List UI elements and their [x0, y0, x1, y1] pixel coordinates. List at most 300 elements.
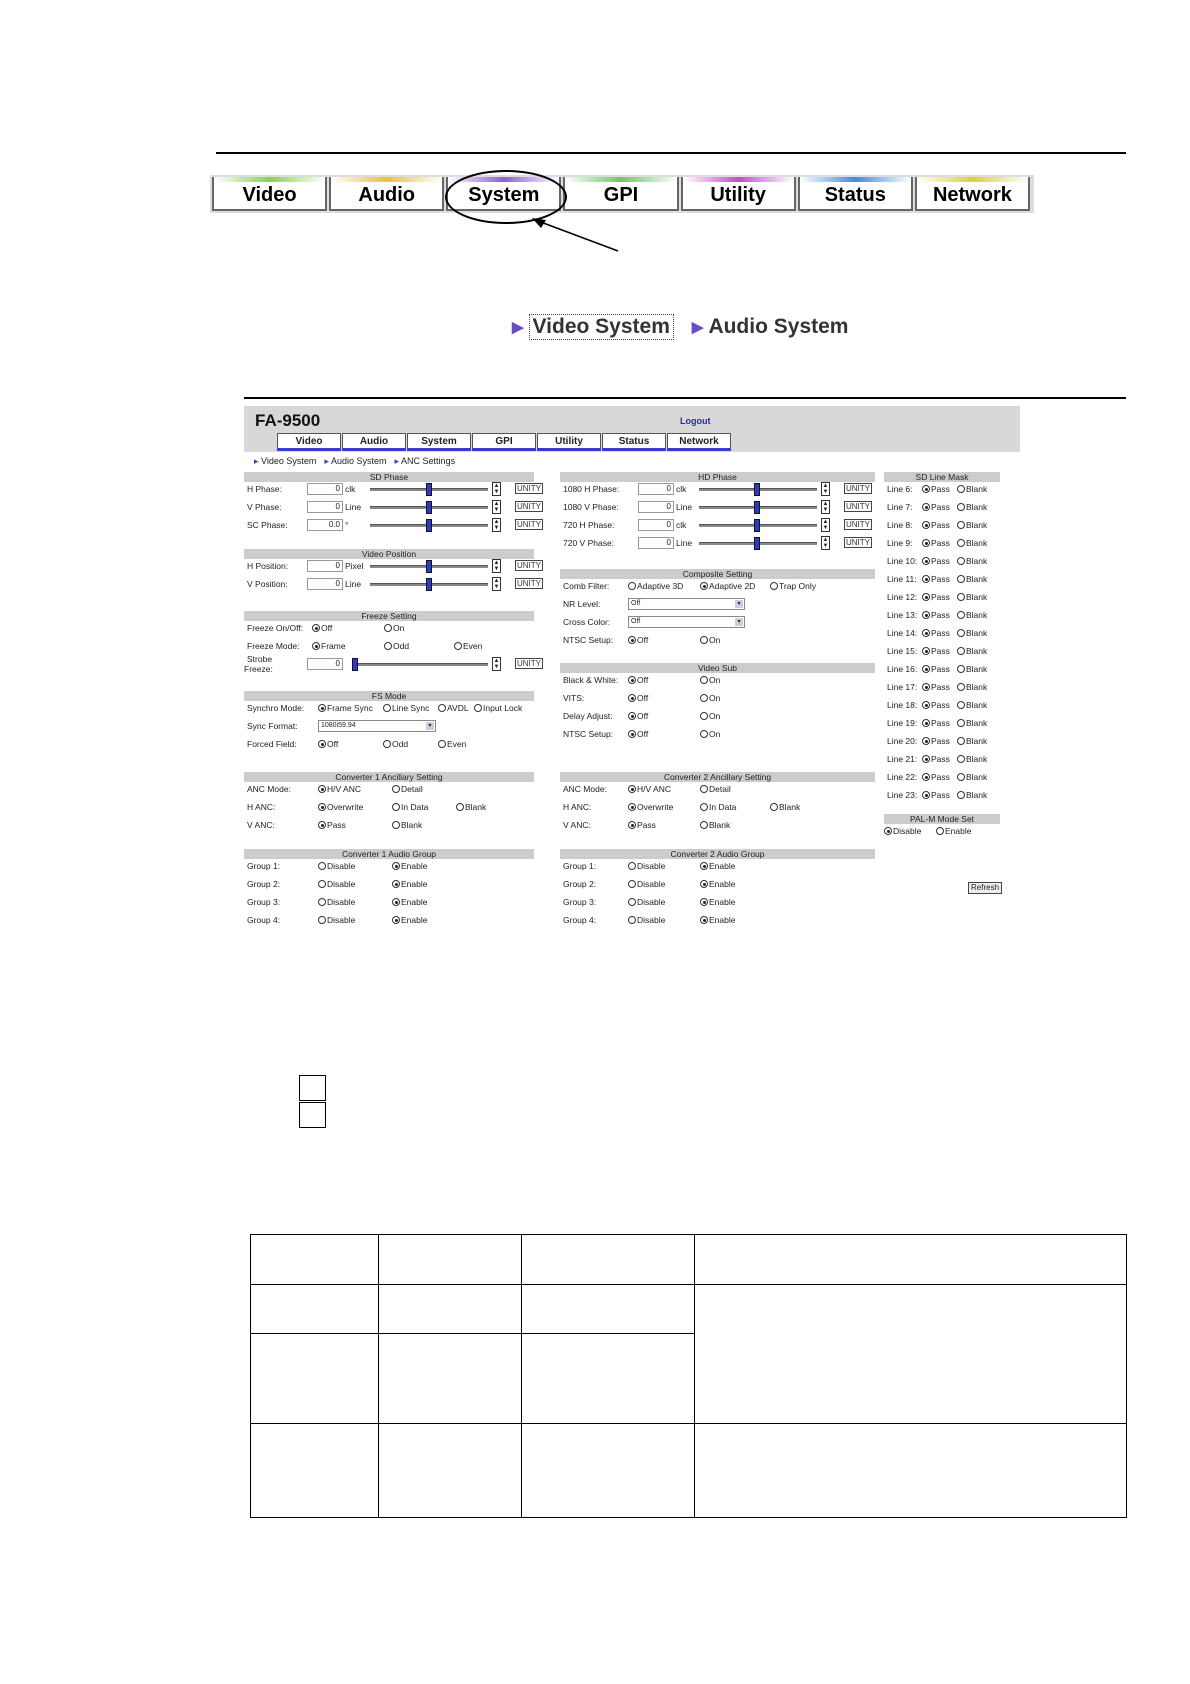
video-sub-off-radio[interactable] — [628, 727, 648, 741]
audio-system-label: Audio System — [708, 315, 849, 338]
spin-down-icon[interactable]: ▼ — [493, 489, 500, 495]
line-pass-radio[interactable] — [922, 788, 950, 802]
detail-radio[interactable] — [700, 782, 731, 796]
radio-icon — [628, 916, 636, 924]
app-tab-video[interactable]: Video — [277, 433, 341, 451]
unit-label: clk — [345, 484, 356, 494]
group-disable-radio[interactable] — [628, 877, 665, 891]
overwrite-radio[interactable] — [318, 800, 363, 814]
table-cell — [695, 1235, 1127, 1285]
line-blank-radio[interactable] — [957, 770, 987, 784]
unit-label: clk — [676, 520, 687, 530]
unity-button[interactable]: UNITY — [517, 484, 541, 493]
radio-label: Enable — [709, 879, 736, 889]
radio-label: Enable — [401, 915, 428, 925]
spin-buttons[interactable] — [492, 500, 501, 514]
spin-buttons[interactable] — [492, 577, 501, 591]
spin-down-icon[interactable]: ▼ — [822, 507, 829, 513]
ntsc-off-radio[interactable] — [628, 633, 648, 647]
audio-group-label: Group 4: — [563, 915, 597, 925]
unity-button[interactable]: UNITY — [846, 484, 870, 493]
slider-thumb[interactable] — [754, 483, 760, 496]
line-blank-radio[interactable] — [957, 482, 987, 496]
radio-icon — [700, 712, 708, 720]
unity-button[interactable]: UNITY — [517, 579, 541, 588]
strobe-value-input[interactable]: 0 — [307, 658, 343, 670]
radio-label: Off — [321, 623, 333, 633]
fa9500-video-system-page — [244, 406, 1020, 942]
conv1-anc-section-title: Converter 1 Ancillary Setting — [244, 772, 534, 782]
slider-thumb[interactable] — [754, 519, 760, 532]
spin-buttons[interactable] — [492, 482, 501, 496]
line-pass-radio[interactable] — [922, 734, 950, 748]
sd-phase-value-input[interactable]: 0 — [307, 483, 343, 495]
video-sub-on-radio[interactable] — [700, 673, 720, 687]
slider-thumb[interactable] — [426, 483, 432, 496]
line-mask-label: Line 12: — [887, 592, 918, 602]
radio-label: Detail — [709, 784, 731, 794]
strobe-slider[interactable] — [352, 663, 488, 666]
radio-icon — [957, 629, 965, 637]
overwrite-radio[interactable] — [628, 800, 673, 814]
group-enable-radio[interactable] — [392, 895, 427, 909]
line-blank-radio[interactable] — [957, 716, 987, 730]
radio-icon — [700, 803, 708, 811]
spin-up-icon[interactable]: ▲ — [493, 483, 500, 489]
radio-icon — [318, 740, 326, 748]
spin-down-icon[interactable]: ▼ — [493, 525, 500, 531]
spin-down-icon[interactable]: ▼ — [822, 543, 829, 549]
app-tab-gpi[interactable]: GPI — [472, 433, 536, 451]
subnav-link[interactable] — [395, 456, 456, 467]
sd-phase-slider[interactable] — [370, 524, 488, 527]
line-pass-radio[interactable] — [922, 536, 950, 550]
sd-phase-slider[interactable] — [370, 488, 488, 491]
spin-buttons[interactable] — [821, 500, 830, 514]
video-position-section-title: Video Position — [244, 549, 534, 559]
radio-label: Off — [637, 693, 649, 703]
top-rule — [216, 152, 1126, 154]
video-position-slider[interactable] — [370, 565, 488, 568]
video-system-link[interactable] — [512, 314, 674, 340]
slider-thumb[interactable] — [426, 519, 432, 532]
spin-down-icon[interactable]: ▼ — [493, 584, 500, 590]
freeze-onoff-label: Freeze On/Off: — [247, 623, 304, 633]
line-pass-radio[interactable] — [922, 716, 950, 730]
app-tab-audio[interactable]: Audio — [342, 433, 406, 451]
radio-label: Odd — [393, 641, 410, 651]
line-pass-radio[interactable] — [922, 680, 950, 694]
video-sub-off-radio[interactable] — [628, 691, 648, 705]
radio-icon — [318, 704, 326, 712]
forced-field-off-radio[interactable] — [318, 737, 338, 751]
radio-label: Blank — [966, 502, 988, 512]
nr-level-select[interactable] — [628, 598, 745, 610]
hd-phase-value-input[interactable]: 0 — [638, 483, 674, 495]
tab-gpi[interactable] — [563, 177, 678, 211]
radio-icon — [392, 862, 400, 870]
spin-up-icon[interactable]: ▲ — [822, 483, 829, 489]
freeze-frame-radio[interactable] — [312, 639, 346, 653]
unity-button[interactable]: UNITY — [846, 538, 870, 547]
pal-m-enable-radio[interactable] — [936, 824, 971, 838]
line-blank-radio[interactable] — [957, 698, 987, 712]
select-value: 1080i59.94 — [321, 722, 356, 729]
radio-icon — [922, 485, 930, 493]
radio-icon — [318, 898, 326, 906]
spin-buttons[interactable] — [821, 482, 830, 496]
line-blank-radio[interactable] — [957, 662, 987, 676]
line-blank-radio[interactable] — [957, 518, 987, 532]
video-position-value-input[interactable]: 0 — [307, 578, 343, 590]
line-blank-radio[interactable] — [957, 734, 987, 748]
video-sub-off-radio[interactable] — [628, 709, 648, 723]
subnav-link[interactable] — [254, 456, 316, 467]
radio-icon — [384, 624, 392, 632]
subnav-label: Audio System — [330, 456, 387, 466]
radio-icon — [957, 539, 965, 547]
sd-phase-slider[interactable] — [370, 506, 488, 509]
video-sub-on-radio[interactable] — [700, 709, 720, 723]
pal-m-disable-radio[interactable] — [884, 824, 921, 838]
ntsc-on-radio[interactable] — [700, 633, 720, 647]
subnav-link[interactable] — [324, 456, 386, 467]
line-blank-radio[interactable] — [957, 590, 987, 604]
line-pass-radio[interactable] — [922, 644, 950, 658]
line-mask-label: Line 9: — [887, 538, 913, 548]
radio-label: Pass — [931, 484, 950, 494]
hd-phase-value-input[interactable]: 0 — [638, 537, 674, 549]
anc-mode-label: ANC Mode: — [247, 784, 291, 794]
video-sub-off-radio[interactable] — [628, 673, 648, 687]
logout-link[interactable]: Logout — [680, 416, 711, 426]
radio-icon — [628, 821, 636, 829]
slider-thumb[interactable] — [754, 501, 760, 514]
trap-only-radio[interactable] — [770, 579, 816, 593]
line-pass-radio[interactable] — [922, 500, 950, 514]
freeze-even-radio[interactable] — [454, 639, 482, 653]
spin-up-icon[interactable]: ▲ — [493, 501, 500, 507]
radio-icon — [922, 683, 930, 691]
line-pass-radio[interactable] — [922, 554, 950, 568]
forced-field-even-radio[interactable] — [438, 737, 466, 751]
hd-phase-slider[interactable] — [699, 524, 817, 527]
unit-label: Line — [676, 538, 693, 548]
hd-phase-slider[interactable] — [699, 542, 817, 545]
avdl-radio[interactable] — [438, 701, 469, 715]
radio-icon — [700, 636, 708, 644]
group-enable-radio[interactable] — [700, 859, 735, 873]
group-disable-radio[interactable] — [318, 877, 355, 891]
video-sub-on-radio[interactable] — [700, 727, 720, 741]
tab-status[interactable] — [798, 177, 913, 211]
slider-thumb[interactable] — [426, 501, 432, 514]
radio-label: Even — [447, 739, 467, 749]
line-pass-radio[interactable] — [922, 608, 950, 622]
tab-audio[interactable] — [329, 177, 444, 211]
vblank-radio[interactable] — [700, 818, 730, 832]
group-disable-radio[interactable] — [628, 859, 665, 873]
checkbox-1[interactable] — [299, 1075, 326, 1101]
video-sub-on-radio[interactable] — [700, 691, 720, 705]
line-pass-radio[interactable] — [922, 482, 950, 496]
adaptive-2d-radio[interactable] — [700, 579, 755, 593]
unity-button[interactable]: UNITY — [517, 520, 541, 529]
line-pass-radio[interactable] — [922, 572, 950, 586]
group-disable-radio[interactable] — [318, 895, 355, 909]
blank-radio[interactable] — [456, 800, 486, 814]
radio-icon — [383, 704, 391, 712]
radio-icon — [957, 575, 965, 583]
spin-buttons[interactable] — [821, 518, 830, 532]
radio-label: Pass — [637, 820, 656, 830]
cross-color-label: Cross Color: — [563, 617, 611, 627]
spin-up-icon[interactable]: ▲ — [493, 658, 500, 664]
app-tab-bar — [277, 433, 732, 451]
conv1-audio-section-title: Converter 1 Audio Group — [244, 849, 534, 859]
line-blank-radio[interactable] — [957, 572, 987, 586]
radio-label: Pass — [931, 682, 950, 692]
freeze-on-radio[interactable] — [384, 621, 404, 635]
adaptive-3d-radio[interactable] — [628, 579, 683, 593]
unity-button[interactable]: UNITY — [517, 659, 541, 668]
table-cell — [251, 1285, 379, 1334]
group-enable-radio[interactable] — [700, 877, 735, 891]
sd-phase-row-label: H Phase: — [247, 484, 282, 494]
spin-buttons[interactable] — [492, 657, 501, 671]
pass-radio[interactable] — [318, 818, 346, 832]
group-disable-radio[interactable] — [628, 913, 665, 927]
spin-buttons[interactable] — [492, 518, 501, 532]
radio-label: Blank — [779, 802, 801, 812]
radio-label: Pass — [931, 718, 950, 728]
line-blank-radio[interactable] — [957, 626, 987, 640]
radio-icon — [628, 694, 636, 702]
radio-label: Off — [637, 729, 649, 739]
line-pass-radio[interactable] — [922, 518, 950, 532]
hd-phase-value-input[interactable]: 0 — [638, 519, 674, 531]
line-mask-label: Line 16: — [887, 664, 918, 674]
hd-phase-slider[interactable] — [699, 506, 817, 509]
in-data-radio[interactable] — [700, 800, 736, 814]
spin-buttons[interactable] — [492, 559, 501, 573]
unity-button[interactable]: UNITY — [846, 520, 870, 529]
video-position-row-label: V Position: — [247, 579, 288, 589]
radio-icon — [628, 862, 636, 870]
spin-down-icon[interactable]: ▼ — [493, 507, 500, 513]
input-lock-radio[interactable] — [474, 701, 522, 715]
line-blank-radio[interactable] — [957, 536, 987, 550]
radio-label: Detail — [401, 784, 423, 794]
triangle-icon: ▸ — [394, 456, 400, 466]
sync-format-select[interactable] — [318, 720, 436, 732]
line-blank-radio[interactable] — [957, 608, 987, 622]
line-pass-radio[interactable] — [922, 752, 950, 766]
group-disable-radio[interactable] — [318, 913, 355, 927]
radio-label: Blank — [966, 646, 988, 656]
triangle-icon: ▶ — [691, 319, 704, 336]
radio-label: Pass — [931, 772, 950, 782]
radio-label: Even — [463, 641, 483, 651]
blank-radio[interactable] — [770, 800, 800, 814]
checkbox-2[interactable] — [299, 1102, 326, 1128]
unity-button[interactable]: UNITY — [517, 561, 541, 570]
radio-icon — [628, 898, 636, 906]
line-blank-radio[interactable] — [957, 788, 987, 802]
radio-label: Off — [637, 675, 649, 685]
unity-button[interactable]: UNITY — [517, 502, 541, 511]
cross-color-select[interactable] — [628, 616, 745, 628]
hd-phase-slider[interactable] — [699, 488, 817, 491]
radio-icon — [957, 755, 965, 763]
audio-system-link[interactable] — [692, 314, 849, 340]
spin-up-icon[interactable]: ▲ — [822, 519, 829, 525]
group-enable-radio[interactable] — [392, 913, 427, 927]
unity-button[interactable]: UNITY — [846, 502, 870, 511]
hv-anc-radio[interactable] — [628, 782, 671, 796]
table-cell — [251, 1424, 379, 1518]
line-blank-radio[interactable] — [957, 752, 987, 766]
spin-up-icon[interactable]: ▲ — [822, 537, 829, 543]
hv-anc-radio[interactable] — [318, 782, 361, 796]
hd-phase-value-input[interactable]: 0 — [638, 501, 674, 513]
tab-label: Status — [824, 184, 886, 206]
radio-icon — [957, 557, 965, 565]
freeze-odd-radio[interactable] — [384, 639, 409, 653]
spin-down-icon[interactable]: ▼ — [493, 566, 500, 572]
hd-phase-row-label: 720 H Phase: — [563, 520, 615, 530]
tab-label: Utility — [710, 184, 766, 206]
group-enable-radio[interactable] — [700, 895, 735, 909]
triangle-icon: ▸ — [254, 456, 259, 466]
radio-icon — [922, 737, 930, 745]
line-pass-radio[interactable] — [922, 662, 950, 676]
tab-utility[interactable] — [681, 177, 796, 211]
line-pass-radio[interactable] — [922, 626, 950, 640]
detail-radio[interactable] — [392, 782, 423, 796]
radio-icon — [700, 676, 708, 684]
radio-icon — [700, 694, 708, 702]
refresh-button[interactable]: Refresh — [968, 882, 1002, 894]
unit-label: Pixel — [345, 561, 364, 571]
freeze-off-radio[interactable] — [312, 621, 332, 635]
spin-down-icon[interactable]: ▼ — [822, 525, 829, 531]
radio-icon — [438, 704, 446, 712]
line-pass-radio[interactable] — [922, 770, 950, 784]
tab-video[interactable] — [212, 177, 327, 211]
radio-label: Blank — [966, 790, 988, 800]
radio-icon — [474, 704, 482, 712]
forced-field-odd-radio[interactable] — [383, 737, 408, 751]
settings-table — [250, 1234, 1127, 1518]
slider-thumb[interactable] — [426, 578, 432, 591]
hd-phase-row-label: 1080 H Phase: — [563, 484, 620, 494]
radio-label: Pass — [931, 736, 950, 746]
radio-icon — [384, 642, 392, 650]
radio-label: Blank — [966, 718, 988, 728]
video-position-row-label: H Position: — [247, 561, 289, 571]
table-cell — [695, 1285, 1127, 1424]
slider-thumb[interactable] — [754, 537, 760, 550]
radio-label: Disable — [327, 861, 356, 871]
radio-icon — [922, 755, 930, 763]
sd-phase-value-input[interactable]: 0.0 — [307, 519, 343, 531]
group-enable-radio[interactable] — [392, 859, 427, 873]
table-cell — [695, 1424, 1127, 1518]
h-anc-label: H ANC: — [247, 802, 276, 812]
video-sub-row-label: Delay Adjust: — [563, 711, 613, 721]
radio-label: Blank — [966, 772, 988, 782]
unit-label: clk — [676, 484, 687, 494]
radio-label: Pass — [931, 646, 950, 656]
conv2-anc-section-title: Converter 2 Ancillary Setting — [560, 772, 875, 782]
line-blank-radio[interactable] — [957, 554, 987, 568]
group-disable-radio[interactable] — [318, 859, 355, 873]
app-header — [244, 406, 1020, 452]
app-tab-system[interactable]: System — [407, 433, 471, 451]
subnav-label: ANC Settings — [401, 456, 456, 466]
radio-label: Blank — [966, 628, 988, 638]
app-subnav — [254, 456, 455, 467]
radio-icon — [936, 827, 944, 835]
app-tab-status[interactable]: Status — [602, 433, 666, 451]
line-blank-radio[interactable] — [957, 680, 987, 694]
in-data-radio[interactable] — [392, 800, 428, 814]
line-sync-radio[interactable] — [383, 701, 429, 715]
radio-icon — [770, 582, 778, 590]
line-pass-radio[interactable] — [922, 698, 950, 712]
radio-icon — [922, 701, 930, 709]
line-mask-label: Line 10: — [887, 556, 918, 566]
line-mask-label: Line 11: — [887, 574, 917, 584]
video-position-value-input[interactable]: 0 — [307, 560, 343, 572]
video-position-slider[interactable] — [370, 583, 488, 586]
spin-buttons[interactable] — [821, 536, 830, 550]
spin-down-icon[interactable]: ▼ — [493, 664, 500, 670]
table-cell — [522, 1235, 695, 1285]
app-tab-utility[interactable]: Utility — [537, 433, 601, 451]
spin-down-icon[interactable]: ▼ — [822, 489, 829, 495]
radio-label: Enable — [401, 879, 428, 889]
radio-icon — [628, 730, 636, 738]
radio-icon — [383, 740, 391, 748]
group-enable-radio[interactable] — [392, 877, 427, 891]
spin-up-icon[interactable]: ▲ — [493, 578, 500, 584]
tab-label: Audio — [358, 184, 416, 206]
group-enable-radio[interactable] — [700, 913, 735, 927]
vblank-radio[interactable] — [392, 818, 422, 832]
radio-label: Blank — [966, 736, 988, 746]
spin-up-icon[interactable]: ▲ — [493, 560, 500, 566]
radio-label: Pass — [931, 556, 950, 566]
line-blank-radio[interactable] — [957, 500, 987, 514]
line-blank-radio[interactable] — [957, 644, 987, 658]
spin-up-icon[interactable]: ▲ — [822, 501, 829, 507]
line-mask-label: Line 13: — [887, 610, 918, 620]
group-disable-radio[interactable] — [628, 895, 665, 909]
line-pass-radio[interactable] — [922, 590, 950, 604]
frame-sync-radio[interactable] — [318, 701, 373, 715]
spin-up-icon[interactable]: ▲ — [493, 519, 500, 525]
pass-radio[interactable] — [628, 818, 656, 832]
radio-label: Disable — [637, 879, 666, 889]
app-tab-network[interactable]: Network — [667, 433, 731, 451]
ntsc-setup-label: NTSC Setup: — [563, 635, 614, 645]
slider-thumb[interactable] — [426, 560, 432, 573]
sd-phase-value-input[interactable]: 0 — [307, 501, 343, 513]
tab-network[interactable] — [915, 177, 1030, 211]
slider-thumb[interactable] — [352, 658, 358, 671]
